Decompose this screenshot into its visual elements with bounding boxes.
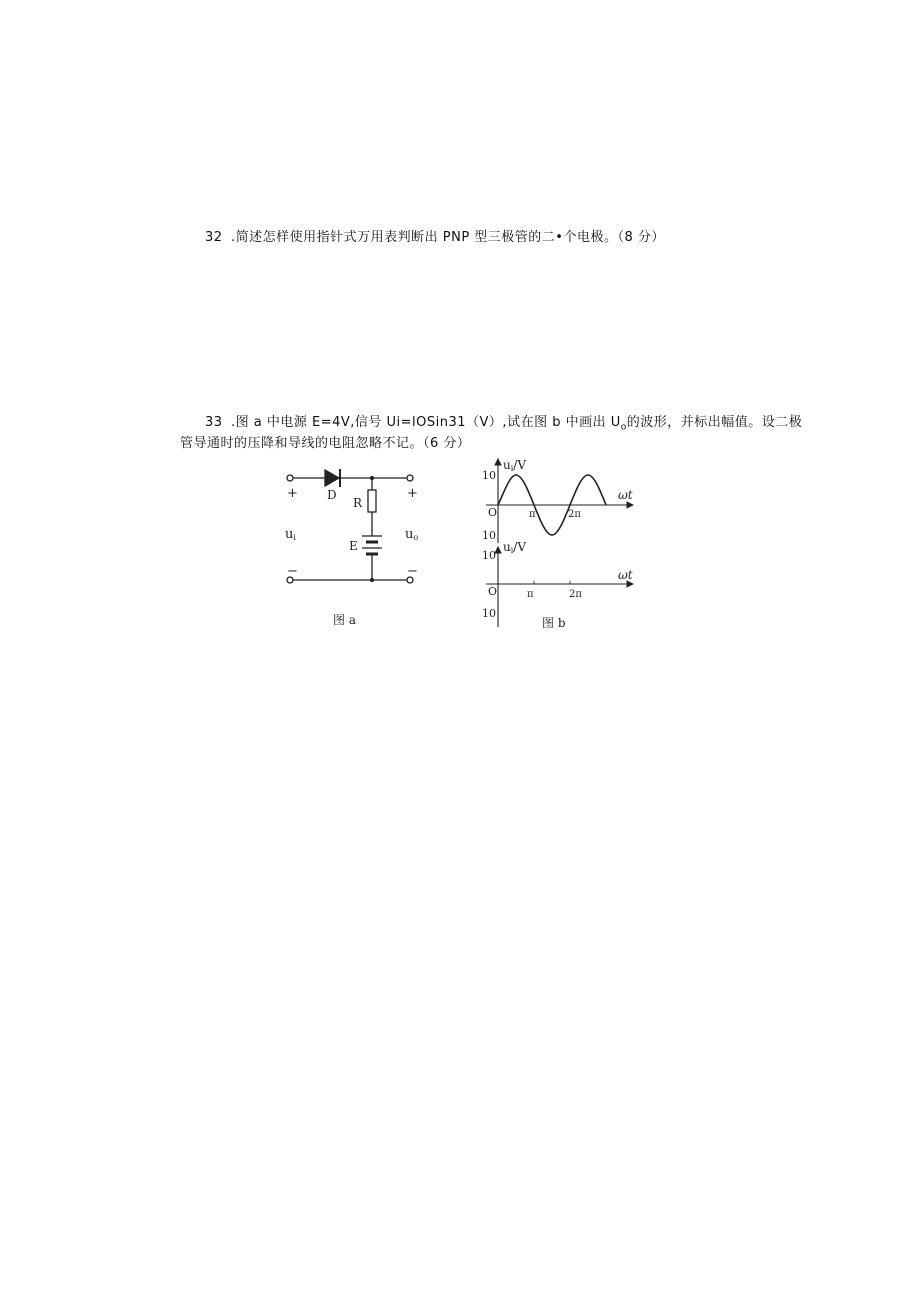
question-number: 33 — [205, 415, 223, 430]
terminal-top-left — [287, 475, 293, 481]
figure-a-caption: 图 a — [333, 613, 356, 627]
bottom-ymax-label: 10 — [482, 549, 496, 562]
top-pi-label: π — [529, 509, 536, 520]
top-origin-label: O — [488, 506, 498, 519]
diode-label: D — [327, 488, 337, 502]
minus-left-label: − — [287, 564, 298, 579]
bottom-ylabel: ui/V — [503, 540, 527, 555]
top-2pi-label: 2π — [568, 509, 581, 520]
uo-label: uo — [405, 527, 419, 542]
diode-symbol — [325, 470, 339, 486]
question-number: 32 — [205, 230, 223, 245]
question-text: .简述怎样使用指针式万用表判断出 PNP 型三极管的二•个电极。（8 分） — [231, 230, 665, 245]
terminal-top-right — [407, 475, 413, 481]
figure-a-circuit — [275, 458, 435, 633]
top-xlabel: ωt — [618, 488, 633, 502]
top-ylabel: ui/V — [503, 458, 527, 473]
question-32 — [205, 228, 665, 248]
plus-left-label: + — [287, 486, 298, 501]
subscript-o: o — [620, 422, 627, 433]
resistor-label: R — [353, 496, 363, 510]
plus-right-label: + — [407, 486, 418, 501]
battery-symbol — [362, 536, 382, 554]
question-33-line2: 管导通时的压降和导线的电阻忽略不记。（6 分） — [180, 436, 471, 451]
ui-label: ui — [285, 527, 296, 542]
top-ymax-label: 10 — [482, 469, 496, 482]
bottom-2pi-label: 2π — [569, 589, 582, 600]
question-text-part-b: 的波形，并标出幅值。设二极 — [626, 415, 803, 430]
bottom-origin-label: O — [488, 585, 498, 598]
resistor-symbol — [368, 490, 376, 512]
bottom-xlabel: ωt — [618, 568, 633, 582]
question-text-part-a: .图 a 中电源 E=4V,信号 Ui=lOSin31（V）,试在图 b 中画出 U — [231, 415, 621, 430]
minus-right-label: − — [407, 564, 418, 579]
top-ymin-label: 10 — [482, 529, 496, 542]
bottom-ymin-label: 10 — [482, 607, 496, 620]
figure-b-waveforms — [478, 455, 643, 635]
figure-b-caption: 图 b — [542, 616, 566, 630]
bottom-pi-label: π — [527, 589, 534, 600]
battery-label: E — [349, 539, 358, 553]
